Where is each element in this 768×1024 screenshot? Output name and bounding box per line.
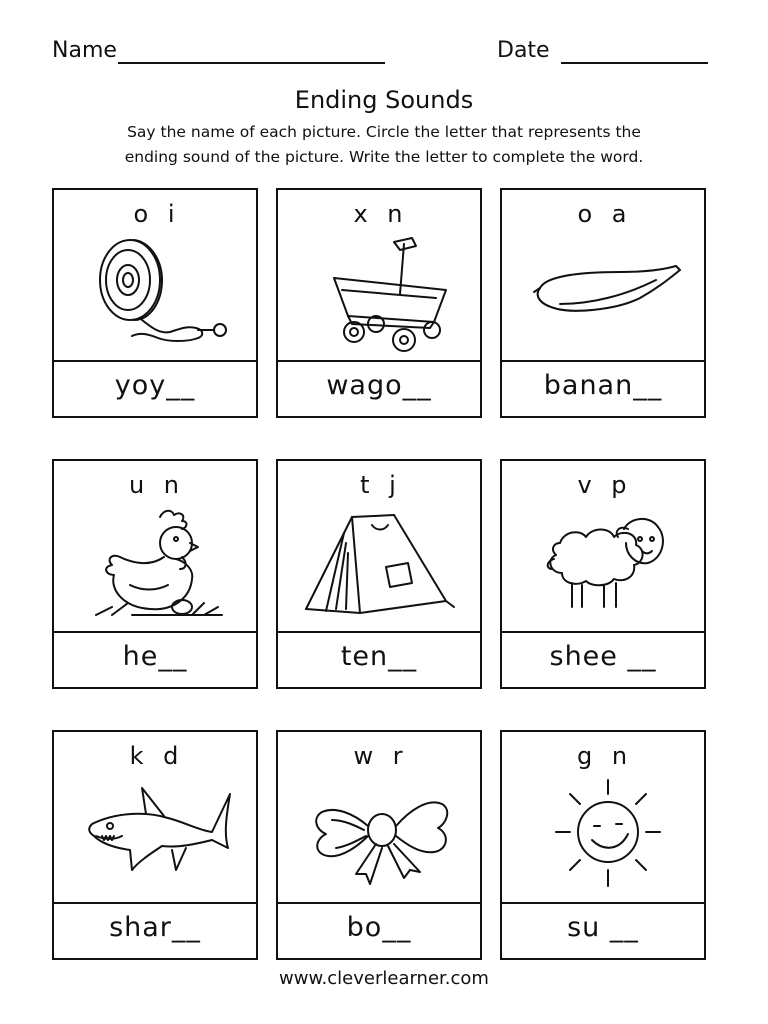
letter-choices[interactable]: k d bbox=[129, 742, 181, 770]
bow-icon bbox=[296, 774, 466, 896]
wagon-icon bbox=[296, 232, 466, 354]
sun-icon bbox=[520, 774, 690, 896]
name-label: Name bbox=[52, 38, 117, 63]
divider bbox=[278, 902, 480, 904]
divider bbox=[278, 360, 480, 362]
card-hen bbox=[52, 459, 258, 689]
divider bbox=[54, 631, 256, 633]
divider bbox=[278, 631, 480, 633]
tent-icon bbox=[296, 503, 466, 625]
instructions-line-2: ending sound of the picture. Write the letter to complete the word. bbox=[124, 148, 644, 166]
divider bbox=[54, 360, 256, 362]
divider bbox=[502, 902, 704, 904]
footer-url[interactable]: www.cleverlearner.com bbox=[279, 968, 489, 989]
letter-choices[interactable]: g n bbox=[576, 742, 630, 770]
card-shark bbox=[52, 730, 258, 960]
letter-choices[interactable]: v p bbox=[577, 471, 629, 499]
letter-choices[interactable]: o a bbox=[577, 200, 629, 228]
date-field[interactable] bbox=[561, 62, 708, 64]
word-blank[interactable]: banan__ bbox=[543, 370, 663, 401]
shark-icon bbox=[72, 774, 242, 896]
card-sun bbox=[500, 730, 706, 960]
letter-choices[interactable]: w r bbox=[353, 742, 405, 770]
letter-choices[interactable]: u n bbox=[128, 471, 182, 499]
letter-choices[interactable]: t j bbox=[360, 471, 398, 499]
date-label: Date bbox=[497, 38, 550, 63]
name-field[interactable] bbox=[118, 62, 385, 64]
word-blank[interactable]: shee __ bbox=[549, 641, 657, 672]
word-blank[interactable]: wago__ bbox=[326, 370, 432, 401]
divider bbox=[502, 631, 704, 633]
divider bbox=[54, 902, 256, 904]
word-blank[interactable]: su __ bbox=[567, 912, 639, 943]
yoyo-icon bbox=[72, 232, 242, 354]
card-sheep bbox=[500, 459, 706, 689]
worksheet-title: Ending Sounds bbox=[294, 86, 474, 114]
card-banana bbox=[500, 188, 706, 418]
word-blank[interactable]: he__ bbox=[122, 641, 188, 672]
letter-choices[interactable]: o i bbox=[133, 200, 177, 228]
letter-choices[interactable]: x n bbox=[353, 200, 405, 228]
sheep-icon bbox=[520, 503, 690, 625]
card-tent bbox=[276, 459, 482, 689]
word-blank[interactable]: bo__ bbox=[346, 912, 412, 943]
card-bow bbox=[276, 730, 482, 960]
word-blank[interactable]: yoy__ bbox=[114, 370, 196, 401]
instructions-line-1: Say the name of each picture. Circle the letter that represents the bbox=[127, 123, 641, 141]
card-yoyo bbox=[52, 188, 258, 418]
word-blank[interactable]: ten__ bbox=[340, 641, 418, 672]
card-wagon bbox=[276, 188, 482, 418]
hen-icon bbox=[72, 503, 242, 625]
banana-icon bbox=[520, 232, 690, 354]
divider bbox=[502, 360, 704, 362]
word-blank[interactable]: shar__ bbox=[109, 912, 201, 943]
